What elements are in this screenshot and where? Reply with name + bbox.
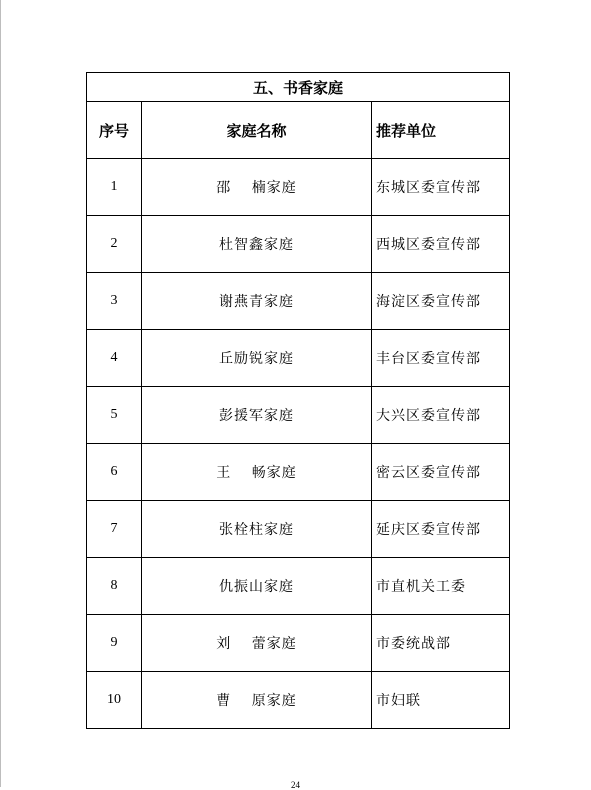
row-family-name: 曹 原家庭 [142,672,372,729]
row-index: 10 [87,672,142,729]
row-index: 9 [87,615,142,672]
table-row [87,273,510,330]
table-row [87,330,510,387]
honor-table [86,72,510,729]
row-recommending-unit: 市直机关工委 [372,558,510,615]
table-row [87,615,510,672]
row-recommending-unit: 西城区委宣传部 [372,216,510,273]
row-index: 6 [87,444,142,501]
row-index: 5 [87,387,142,444]
row-index: 4 [87,330,142,387]
table-row [87,501,510,558]
page-number: 24 [291,780,300,790]
row-index: 7 [87,501,142,558]
row-recommending-unit: 丰台区委宣传部 [372,330,510,387]
row-index: 2 [87,216,142,273]
table-title-row [87,73,510,102]
row-family-name: 彭援军家庭 [142,387,372,444]
row-family-name: 邵 楠家庭 [142,159,372,216]
row-family-name: 杜智鑫家庭 [142,216,372,273]
row-index: 8 [87,558,142,615]
row-family-name: 王 畅家庭 [142,444,372,501]
table-row [87,387,510,444]
section-title: 五、书香家庭 [87,73,510,102]
row-family-name: 张栓柱家庭 [142,501,372,558]
header-recommending-unit: 推荐单位 [372,102,510,159]
row-recommending-unit: 密云区委宣传部 [372,444,510,501]
table-header-row [87,102,510,159]
row-family-name: 刘 蕾家庭 [142,615,372,672]
row-recommending-unit: 市妇联 [372,672,510,729]
row-family-name: 丘励锐家庭 [142,330,372,387]
row-recommending-unit: 市委统战部 [372,615,510,672]
table-row [87,159,510,216]
table-row [87,216,510,273]
header-index: 序号 [87,102,142,159]
row-index: 3 [87,273,142,330]
row-family-name: 谢燕青家庭 [142,273,372,330]
row-family-name: 仇振山家庭 [142,558,372,615]
table-row [87,444,510,501]
row-recommending-unit: 大兴区委宣传部 [372,387,510,444]
row-index: 1 [87,159,142,216]
table-row [87,558,510,615]
row-recommending-unit: 海淀区委宣传部 [372,273,510,330]
table-row [87,672,510,729]
row-recommending-unit: 延庆区委宣传部 [372,501,510,558]
header-family-name: 家庭名称 [142,102,372,159]
row-recommending-unit: 东城区委宣传部 [372,159,510,216]
page-edge [0,0,1,787]
